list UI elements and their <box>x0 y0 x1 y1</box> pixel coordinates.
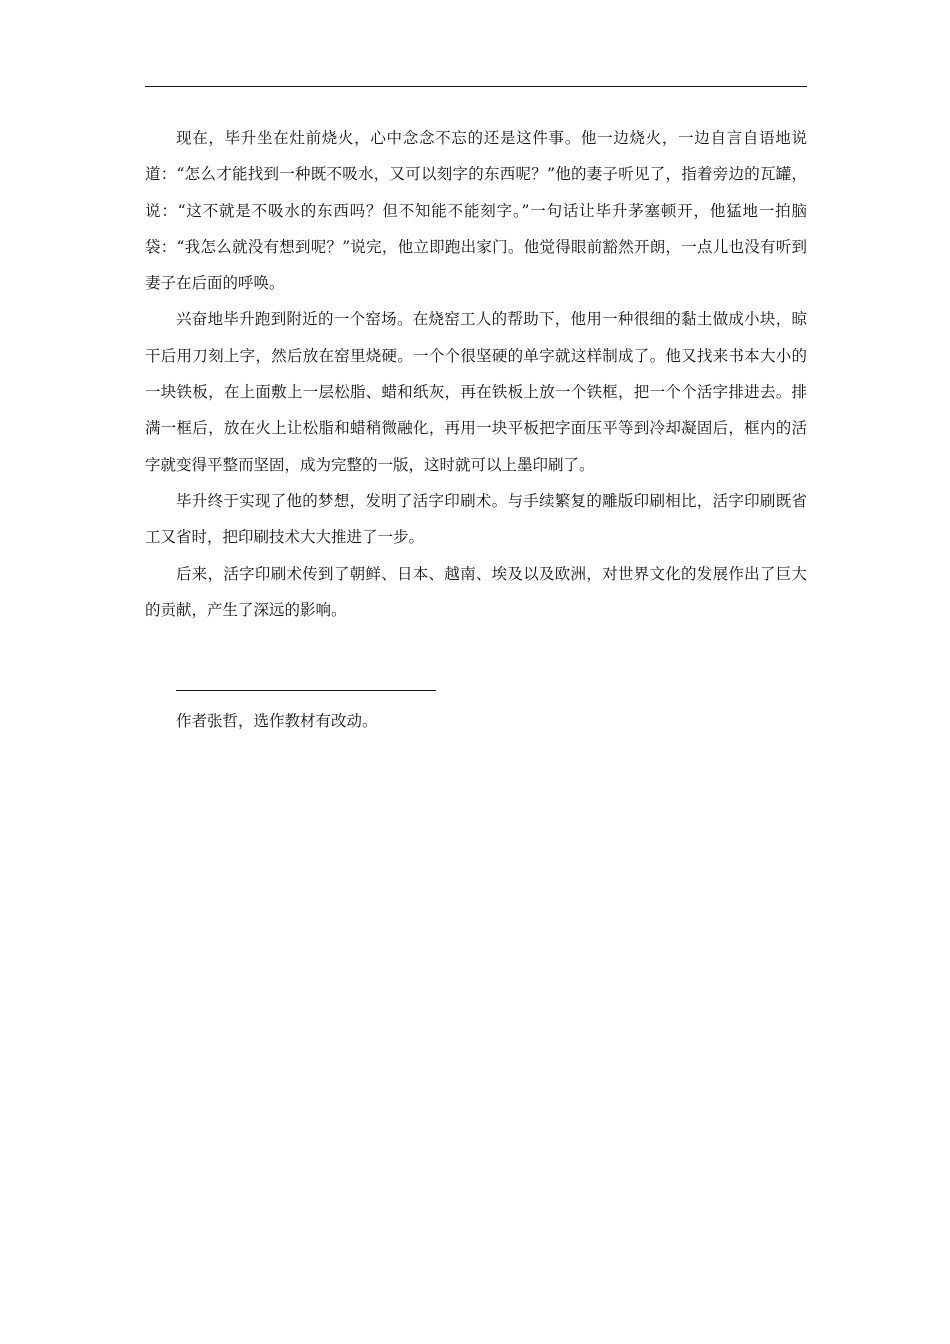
paragraph-4: 后来，活字印刷术传到了朝鲜、日本、越南、埃及以及欧洲，对世界文化的发展作出了巨大的贡献，产生了深远的影响。 <box>145 564 807 619</box>
article-body <box>145 120 807 628</box>
header-rule <box>145 86 807 87</box>
footnote: 作者张哲，选作教材有改动。 <box>176 712 378 730</box>
paragraph-2: 兴奋地毕升跑到附近的一个窑场。在烧窑工人的帮助下，他用一种很细的黏土做成小块，晾干后用刀刻上字，然后放在窑里烧硬。一个个很坚硬的单字就这样制成了。他又找来书本大小的一块铁板，在上面敷上一层松脂、蜡和纸灰，再在铁板上放一个铁框，把一个个活字排进去。排满一框后，放在火上让松脂和蜡稍微融化，再用一块平板把字面压平等到冷却凝固后，框内的活字就变得平整而坚固，成为完整的一版，这时就可以上墨印刷了。 <box>145 310 807 474</box>
paragraph-1: 现在，毕升坐在灶前烧火，心中念念不忘的还是这件事。他一边烧火，一边自言自语地说道：“怎么才能找到一种既不吸水，又可以刻字的东西呢？”他的妻子听见了，指着旁边的瓦罐，说：“这不就是不吸水的东西吗？但不知能不能刻字。”一句话让毕升茅塞顿开，他猛地一拍脑袋：“我怎么就没有想到呢？”说完，他立即跑出家门。他觉得眼前豁然开朗，一点儿也没有听到妻子在后面的呼唤。 <box>145 129 807 293</box>
footnote-rule <box>176 690 436 691</box>
paragraph-3: 毕升终于实现了他的梦想，发明了活字印刷术。与手续繁复的雕版印刷相比，活字印刷既省工又省时，把印刷技术大大推进了一步。 <box>145 491 807 547</box>
